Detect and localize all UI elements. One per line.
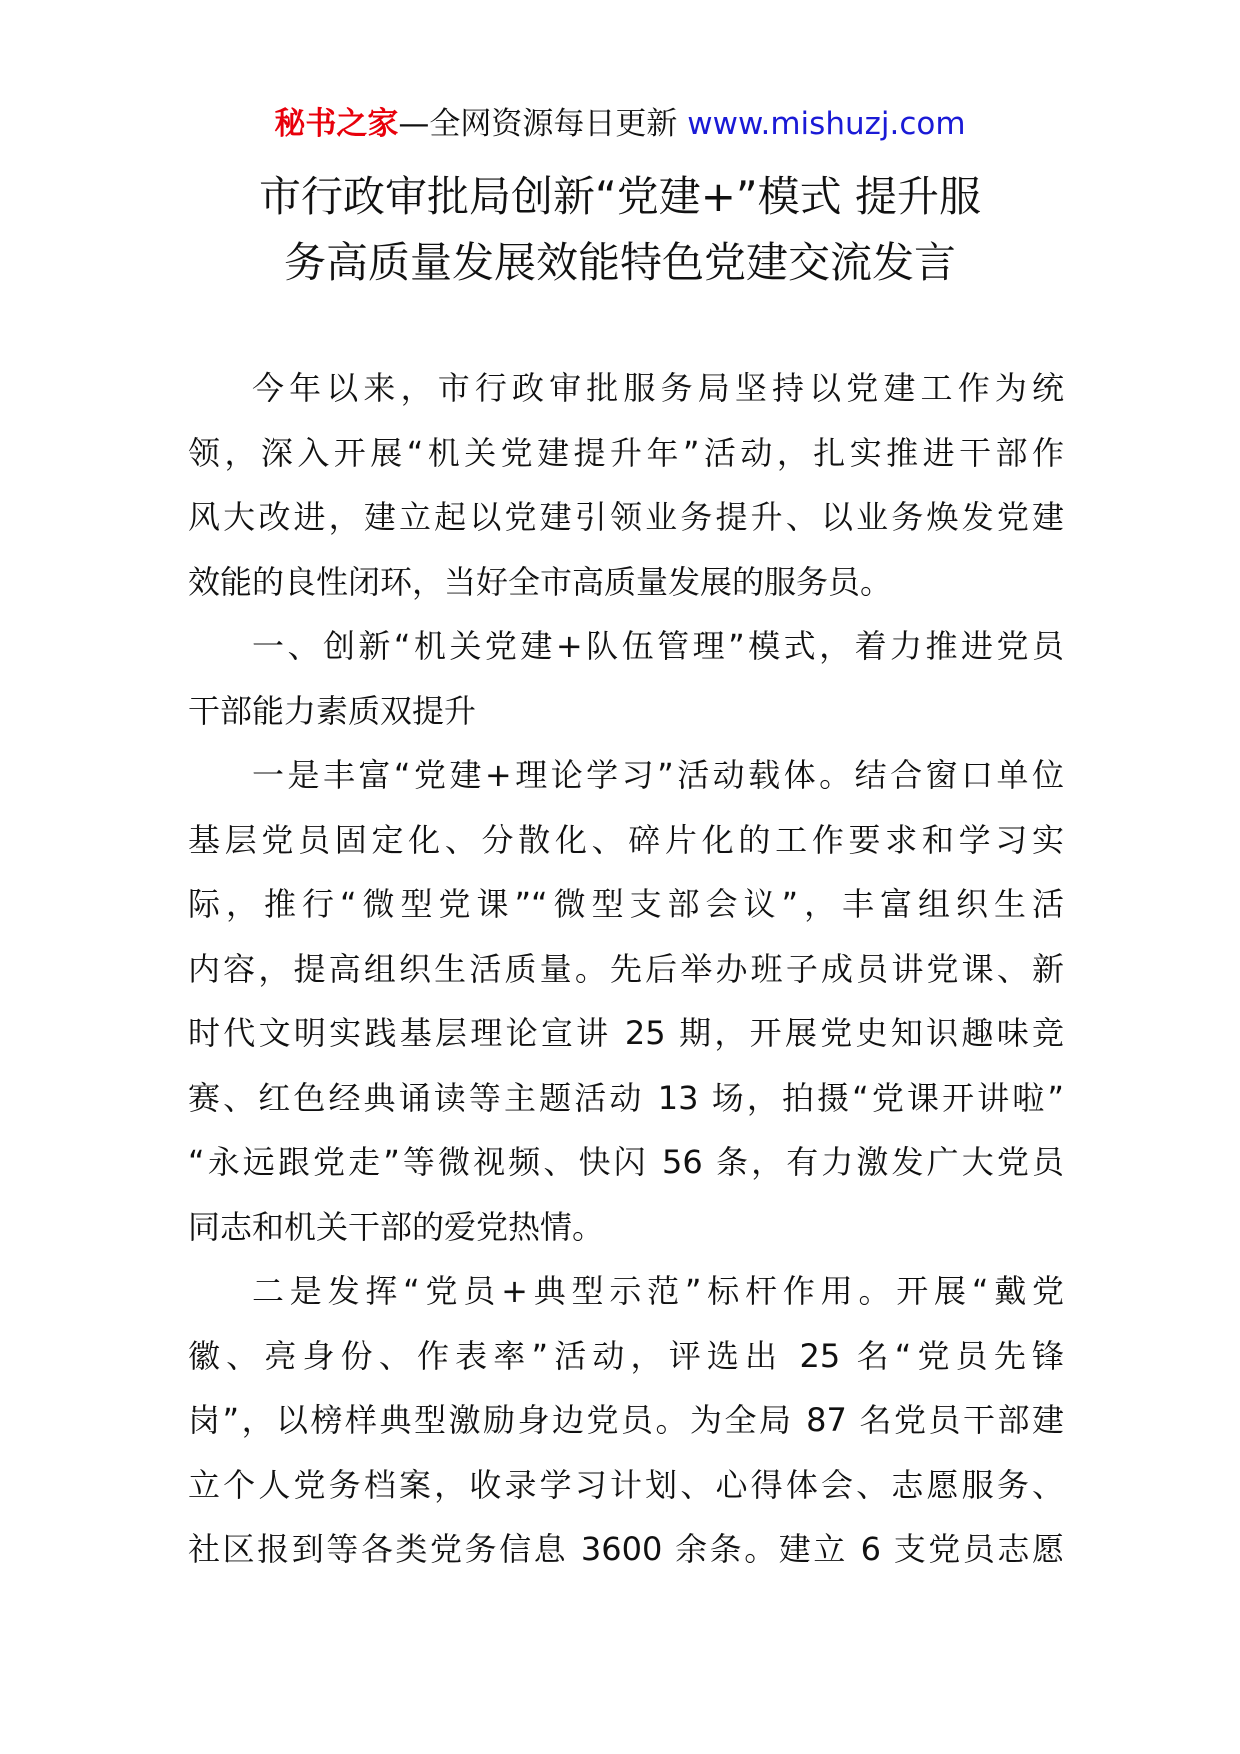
document-body	[188, 356, 1064, 1582]
site-header	[0, 102, 1240, 146]
body-line: 时代文明实践基层理论宣讲 25 期，开展党史知识趣味竞	[188, 1014, 1064, 1052]
body-line: 领，深入开展“机关党建提升年”活动，扎实推进干部作	[188, 433, 1064, 472]
body-line: 效能的良性闭环，当好全市高质量发展的服务员。	[188, 562, 893, 601]
body-line: 社区报到等各类党务信息 3600 余条。建立 6 支党员志愿	[188, 1530, 1064, 1568]
site-url-link[interactable]: www.mishuzj.com	[687, 106, 966, 142]
body-line: 赛、红色经典诵读等主题活动 13 场，拍摄“党课开讲啦”	[188, 1078, 1064, 1117]
body-line: 徽、亮身份、作表率”活动，评选出 25 名“党员先锋	[188, 1336, 1064, 1375]
title-line: 务高质量发展效能特色党建交流发言	[283, 238, 956, 287]
site-tagline: —全网资源每日更新	[398, 106, 688, 142]
body-line: 岗”，以榜样典型激励身边党员。为全局 87 名党员干部建	[188, 1401, 1064, 1439]
section-heading: 一、创新“机关党建+队伍管理”模式，着力推进党员	[252, 627, 1064, 665]
site-brand: 秘书之家	[274, 106, 399, 142]
body-line: 一是丰富“党建+理论学习”活动载体。结合窗口单位	[252, 756, 1064, 794]
body-line: “永远跟党走”等微视频、快闪 56 条，有力激发广大党员	[188, 1143, 1064, 1181]
section-heading: 干部能力素质双提升	[188, 691, 477, 730]
body-line: 同志和机关干部的爱党热情。	[188, 1207, 605, 1246]
title-line: 市行政审批局创新“党建+”模式 提升服	[258, 172, 982, 221]
body-line: 二是发挥“党员+典型示范”标杆作用。开展“戴党	[252, 1272, 1064, 1310]
body-line: 内容，提高组织生活质量。先后举办班子成员讲党课、新	[188, 949, 1064, 988]
body-line: 际，推行“微型党课”“微型支部会议”，丰富组织生活	[188, 885, 1064, 923]
body-line: 立个人党务档案，收录学习计划、心得体会、志愿服务、	[188, 1465, 1064, 1504]
body-line: 今年以来，市行政审批服务局坚持以党建工作为统	[252, 369, 1064, 407]
body-line: 风大改进，建立起以党建引领业务提升、以业务焕发党建	[188, 498, 1064, 536]
document-title	[140, 164, 1100, 296]
body-line: 基层党员固定化、分散化、碎片化的工作要求和学习实	[188, 820, 1064, 859]
